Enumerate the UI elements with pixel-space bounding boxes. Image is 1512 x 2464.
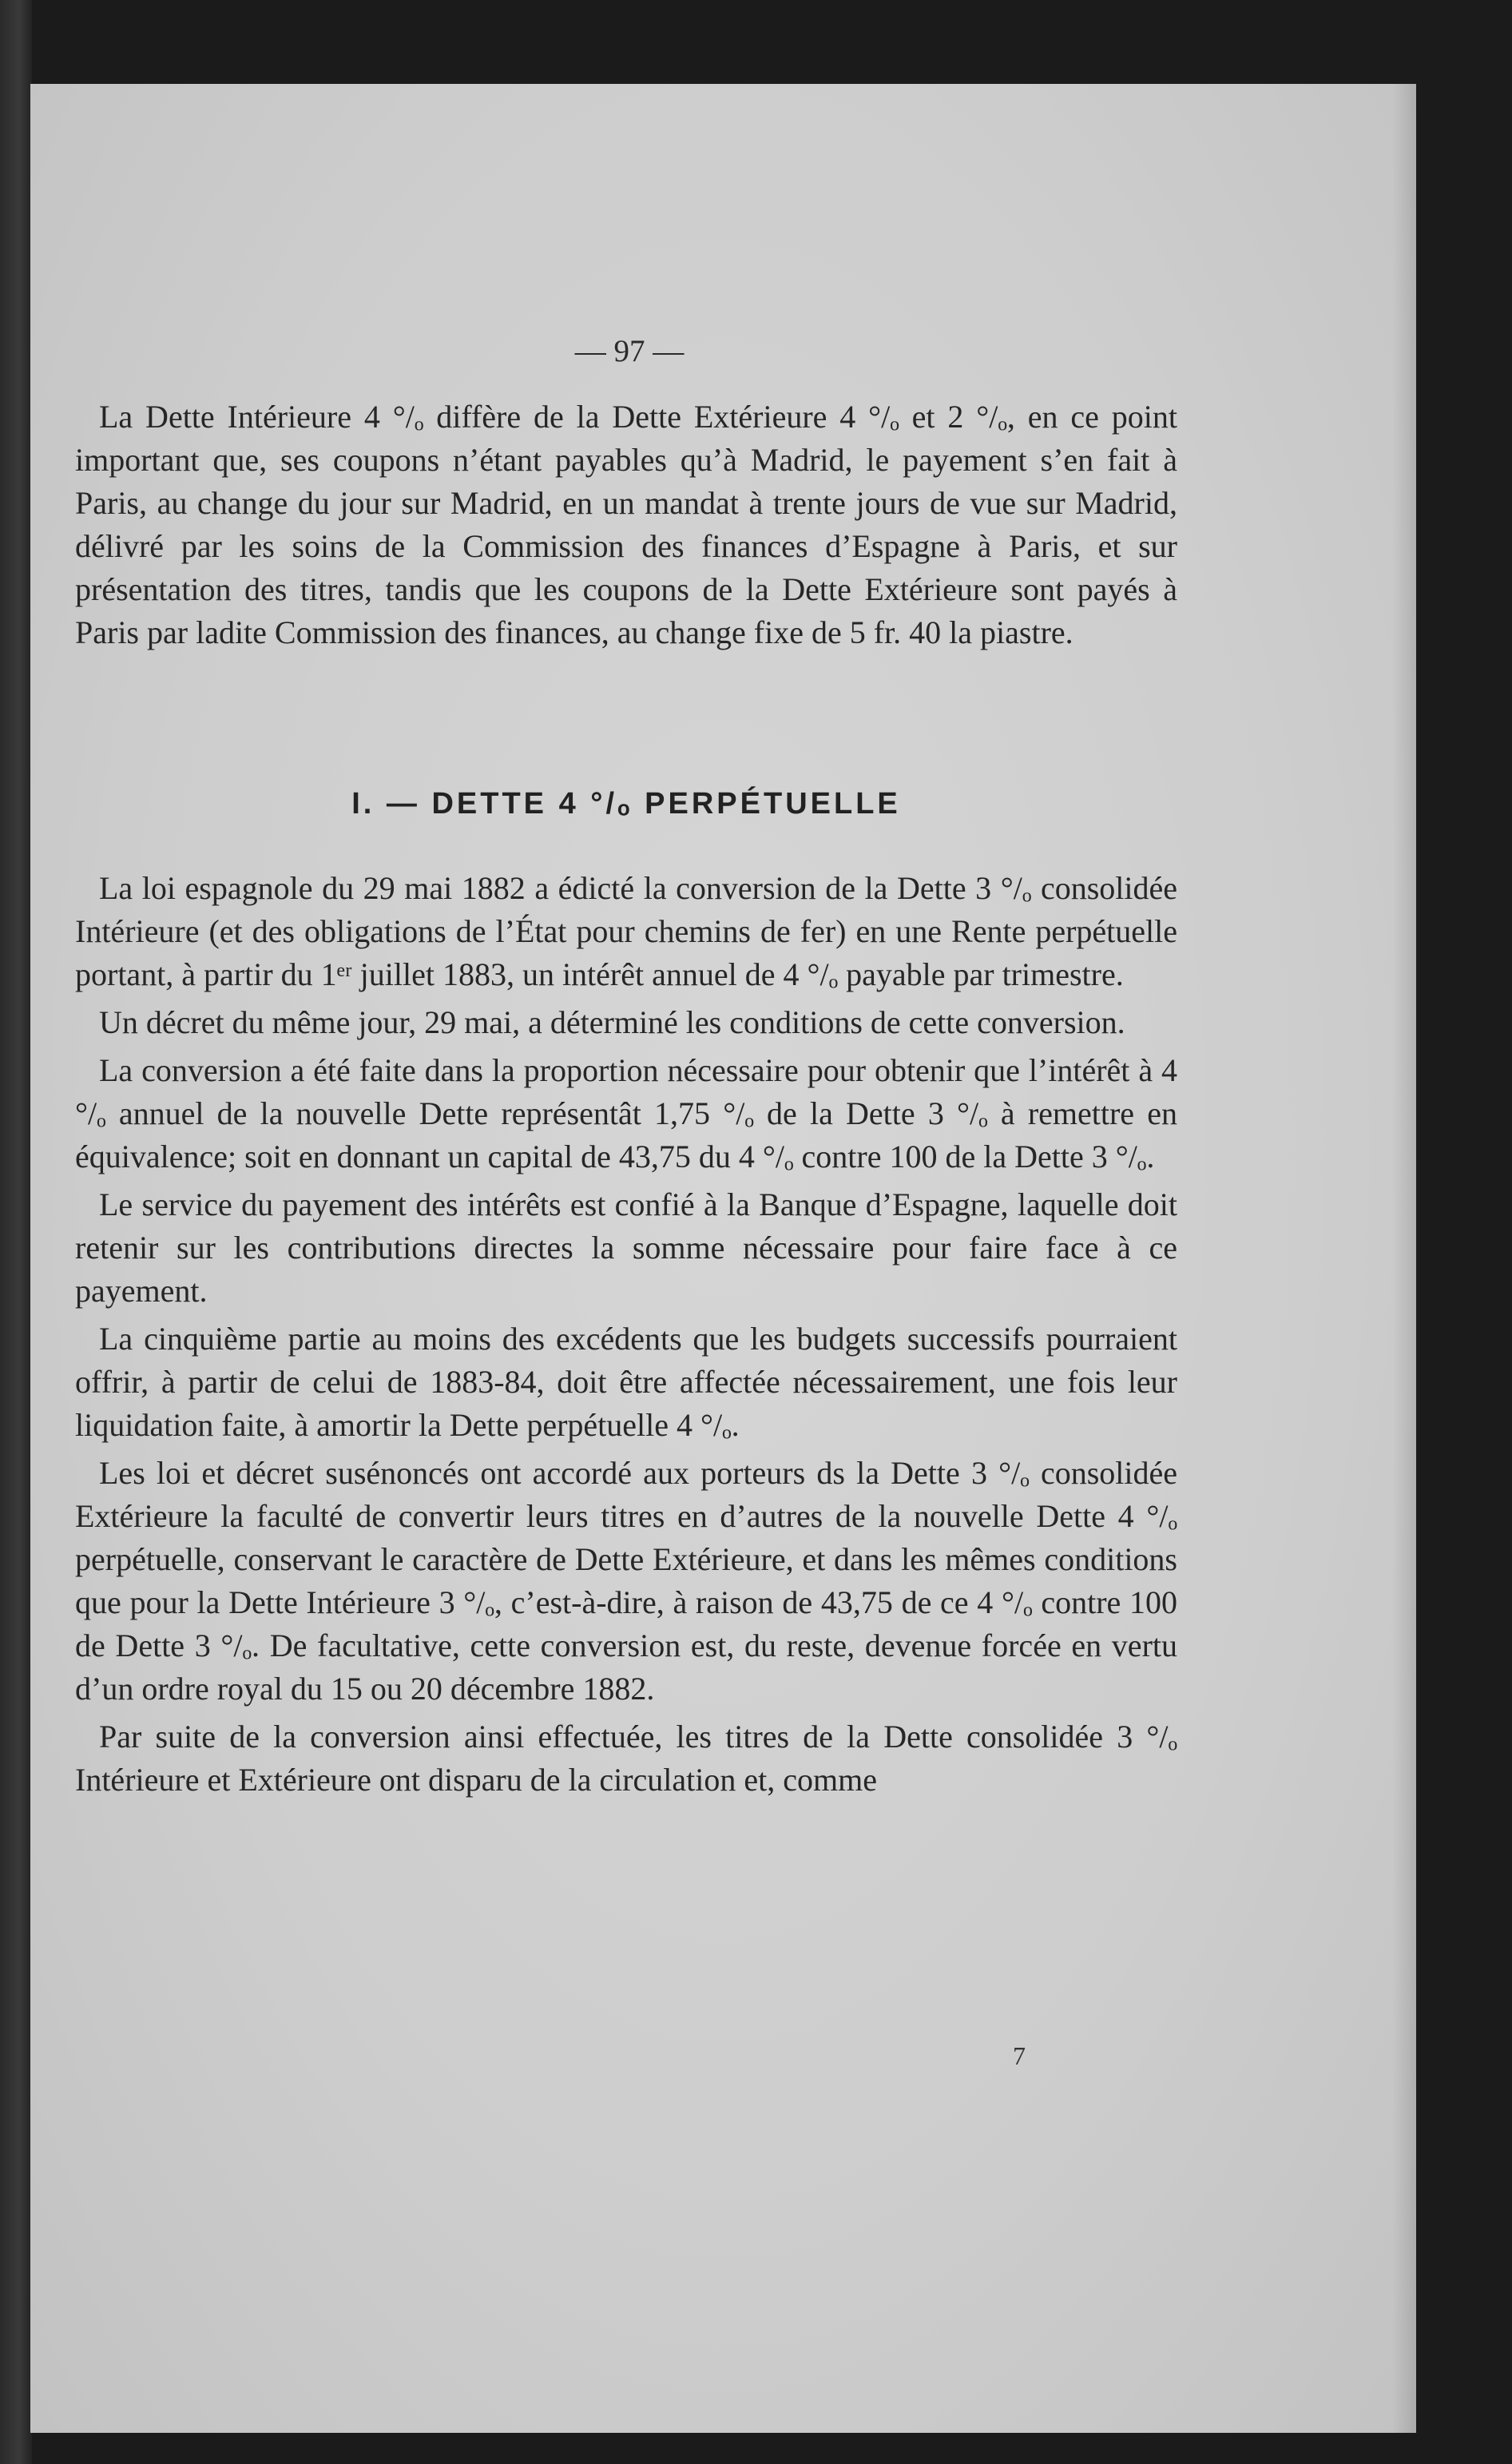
page-edge-shadow xyxy=(1392,84,1416,2433)
book-page xyxy=(30,84,1416,2433)
section-paragraph-7: Par suite de la conversion ainsi effectuée, les titres de la Dette consolidée 3 °/ₒ Intérieure et Extérieure ont disparu de la circulation et, comme xyxy=(75,1719,1177,1798)
intro-block xyxy=(75,395,1177,654)
scan-left-edge xyxy=(0,0,32,2464)
section-paragraph-5: La cinquième partie au moins des excédents que les budgets successifs pourraient offrir, à partir de celui de 1883-84, doit être affectée nécessairement, une fois leur liquidation faite, à amortir la Dette perpétuelle 4 °/ₒ. xyxy=(75,1321,1177,1443)
section-body xyxy=(75,867,1177,1802)
section-paragraph-3: La conversion a été faite dans la proportion nécessaire pour obtenir que l’intérêt à 4 °/ₒ annuel de la nouvelle Dette représentât 1,75 °/ₒ de la Dette 3 °/ₒ à remettre en équivalence; soit en donnant un capital de 43,75 du 4 °/ₒ contre 100 de la Dette 3 °/ₒ. xyxy=(75,1052,1177,1174)
signature-mark: 7 xyxy=(1013,2041,1026,2070)
section-paragraph-1: La loi espagnole du 29 mai 1882 a édicté la conversion de la Dette 3 °/ₒ consolidée Intérieure (et des obligations de l’État pour chemins de fer) en une Rente perpétuelle portant, à partir du 1ᵉʳ juillet 1883, un intérêt annuel de 4 °/ₒ payable par trimestre. xyxy=(75,870,1177,992)
section-heading: I. — DETTE 4 °/ₒ PERPÉTUELLE xyxy=(351,787,901,821)
intro-paragraph: La Dette Intérieure 4 °/ₒ diffère de la Dette Extérieure 4 °/ₒ et 2 °/ₒ, en ce point important que, ses coupons n’étant payables qu’à Madrid, le payement s’en fait à Paris, au change du jour sur Madrid, en un mandat à trente jours de vue sur Madrid, délivré par les soins de la Commission des finances d’Espagne à Paris, et sur présentation des titres, tandis que les coupons de la Dette Extérieure sont payés à Paris par ladite Commission des finances, au change fixe de 5 fr. 40 la piastre. xyxy=(75,399,1177,650)
section-paragraph-4: Le service du payement des intérêts est confié à la Banque d’Espagne, laquelle doit retenir sur les contributions directes la somme nécessaire pour faire face à ce payement. xyxy=(75,1186,1177,1309)
page-number: — 97 — xyxy=(574,334,685,368)
section-paragraph-6: Les loi et décret susénoncés ont accordé aux porteurs ds la Dette 3 °/ₒ consolidée Extérieure la faculté de convertir leurs titres en d’autres de la nouvelle Dette 4 °/ₒ perpétuelle, conservant le caractère de Dette Extérieure, et dans les mêmes conditions que pour la Dette Intérieure 3 °/ₒ, c’est-à-dire, à raison de 43,75 de ce 4 °/ₒ contre 100 de Dette 3 °/ₒ. De facultative, cette conversion est, du reste, devenue forcée en vertu d’un ordre royal du 15 ou 20 décembre 1882. xyxy=(75,1455,1177,1707)
section-paragraph-2: Un décret du même jour, 29 mai, a déterminé les conditions de cette conversion. xyxy=(99,1004,1125,1040)
